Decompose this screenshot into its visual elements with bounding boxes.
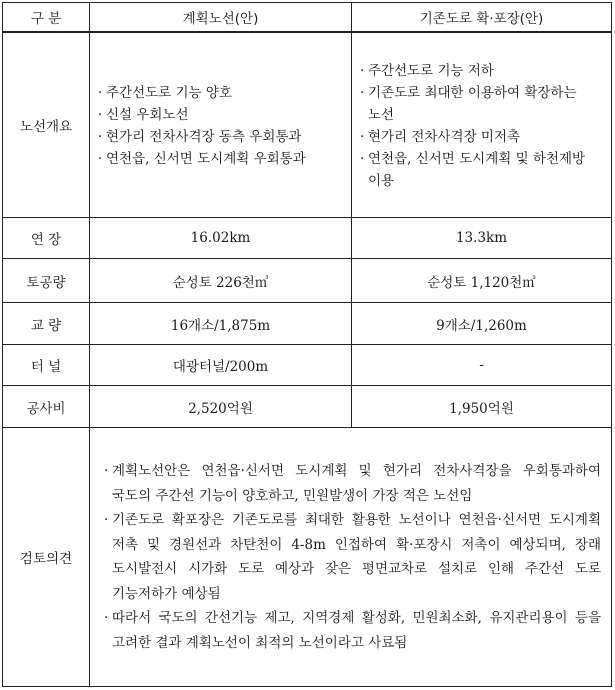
earthwork-row (3, 259, 612, 303)
length-planned: 16.02km (90, 218, 352, 259)
overview-planned-list (90, 80, 351, 170)
route-comparison-table (2, 2, 612, 687)
overview-planned-cell (90, 32, 352, 218)
list-item: · 연천읍, 신서면 도시계획 우회통과 (98, 148, 345, 170)
list-item: · 주간선도로 기능 저하 (360, 60, 605, 82)
bridges-label: 교 량 (3, 303, 90, 345)
list-item: · 기존도로 최대한 이용하여 확장하는 노선 (360, 82, 605, 126)
review-cell (90, 428, 612, 687)
bridges-planned: 16개소/1,875m (90, 303, 352, 345)
cost-row (3, 386, 612, 428)
existing-road-header: 기존도로 확·포장(안) (352, 3, 612, 32)
overview-existing-cell (352, 32, 612, 218)
earthwork-planned: 순성토 226천㎥ (90, 259, 352, 303)
overview-existing-list (352, 58, 611, 192)
length-row (3, 218, 612, 259)
tunnel-planned: 대광터널/200m (90, 345, 352, 386)
review-label: 검토의견 (3, 428, 90, 687)
tunnel-existing: - (352, 345, 612, 386)
list-item: · 계획노선안은 연천읍·신서면 도시계획 및 현가리 전차사격장을 우회통과하여 국도의 주간선 기능이 양호하고, 민원발생이 가장 적은 노선임 (104, 459, 601, 508)
list-item: · 따라서 국도의 간선기능 제고, 지역경제 활성화, 민원최소화, 유지관리용이 등을 고려한 결과 계획노선이 최적의 노선이라고 사료됨 (104, 606, 601, 655)
list-item: · 신설 우회노선 (98, 104, 345, 126)
length-label: 연 장 (3, 218, 90, 259)
header-row (3, 3, 612, 32)
planned-route-header: 계획노선(안) (90, 3, 352, 32)
length-existing: 13.3km (352, 218, 612, 259)
category-header: 구 분 (3, 3, 90, 32)
review-row (3, 428, 612, 687)
overview-label: 노선개요 (3, 32, 90, 218)
earthwork-label: 토공량 (3, 259, 90, 303)
list-item: · 현가리 전차사격장 동측 우회통과 (98, 126, 345, 148)
earthwork-existing: 순성토 1,120천㎥ (352, 259, 612, 303)
list-item: · 주간선도로 기능 양호 (98, 82, 345, 104)
overview-row (3, 32, 612, 218)
bridges-existing: 9개소/1,260m (352, 303, 612, 345)
cost-planned: 2,520억원 (90, 386, 352, 428)
list-item: · 현가리 전차사격장 미저촉 (360, 126, 605, 148)
list-item: · 연천읍, 신서면 도시계획 및 하천제방 이용 (360, 148, 605, 192)
tunnel-row (3, 345, 612, 386)
bridges-row (3, 303, 612, 345)
review-list (90, 459, 611, 655)
tunnel-label: 터 널 (3, 345, 90, 386)
cost-label: 공사비 (3, 386, 90, 428)
list-item: · 기존도로 확포장은 기존도로를 최대한 활용한 노선이나 연천읍·신서면 도시계획 저촉 및 경원선과 차탄천이 4-8m 인접하여 확·포장시 저촉이 예상되며, 장래 도시발전시 시가화 도로 예상과 잦은 평면교차로 설치로 인해 주간선 도로 기능저하가 예상됨 (104, 508, 601, 606)
cost-existing: 1,950억원 (352, 386, 612, 428)
